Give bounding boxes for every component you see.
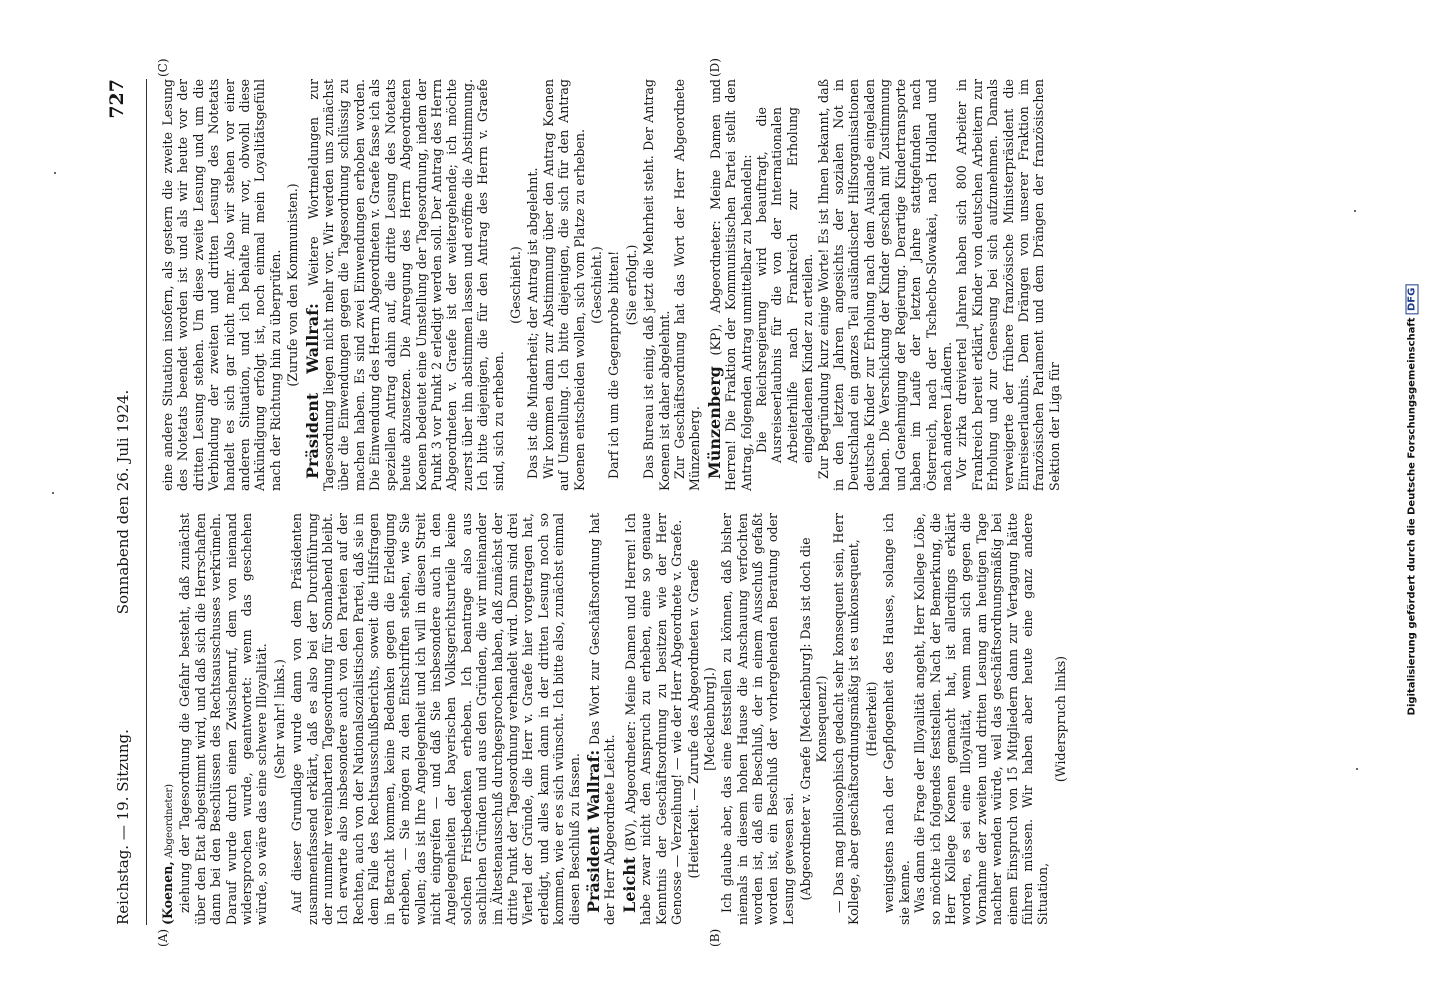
stage-direction: (Geschieht.) xyxy=(507,246,523,324)
text-paragraph: Ich glaube aber, das eine feststellen zu können, daß bisher niemals in diesem hohen Hause die Anschauung verfochten worden ist, daß ein Beschluß, der in einem Ausschuß gefaßt worden ist, ein Beschluß der vorhergehenden Beratung oder Lesung gewesen sei. xyxy=(719,513,796,925)
speech-text: (BV), Abgeordneter: Meine Damen und Herren! Ich habe zwar nicht den Anspruch zu erheben, eine so genaue Kenntnis der Geschäftsordnung zu besitzen wie der Herr Genosse — Verzeihung! — wie der Herr Abgeordnete v. Graefe. xyxy=(622,513,684,925)
speaker-heading xyxy=(160,513,177,925)
margin-marker-c: (C) xyxy=(156,58,170,77)
speaker-name: Präsident Wallraf: xyxy=(583,749,603,913)
scan-speck xyxy=(1354,210,1356,212)
speaker-role: Abgeordneter) xyxy=(164,783,175,862)
stage-direction: (Geschieht.) xyxy=(588,246,604,324)
text-paragraph: Darf ich um die Gegenprobe bitten! xyxy=(606,250,622,479)
text-paragraph: ziehung der Tagesordnung die Gefahr besteht, daß zunächst über den Etat abgestimmt wird, und daß sich die Herrschaften dann bei den Beschlüssen des Rechtsausschusses verkrümeln. Darauf wurde durch einen Zwischenruf, dem von niemand widersprochen wurde, geantwortet: wenn das geschehen würde, so wäre das eine schwere Illoyalität. xyxy=(177,513,270,925)
speech-text: (KP), Abgeordneter: Meine Damen und Herren! Die Fraktion der Kommunistischen Partei stellt den Antrag, folgenden Antrag unmittelbar zu behandeln: xyxy=(707,79,754,491)
left-text-column xyxy=(160,513,1070,925)
text-paragraph: Vor zirka dreiviertel Jahren haben sich 800 Arbeiter in Frankreich bereit erklärt, Kinder von deutschen Arbeitern zur Erholung und zur Genesung bei sich aufzunehmen. Damals verweigerte der frühere französische Ministerpräsident die Einreiseerlaubnis. Dem Drängen von unserer Fraktion im französischen Parlament und dem Drängen der französischen Sektion der Liga für xyxy=(954,79,1062,491)
stage-direction: (Widerspruch links) xyxy=(1052,655,1068,783)
text-paragraph: Was dann die Frage der Illoyalität angeht, Herr Kollege Löbe, so möchte ich folgendes feststellen. Nach der Bemerkung, die Herr Kollege Koenen gemacht hat, ist allerdings erklärt worden, es sei eine Illoyalität, wenn man sich gegen die Vornahme der zweiten und dritten Lesung am heutigen Tage nachher wenden würde, weil das geschäftsordnungsmäßig bei einem Einspruch von 15 Mitgliedern dann zur Vertagung hätte führen müssen. Wir haben aber heute eine ganz andere Situation, xyxy=(912,513,1051,925)
right-text-column xyxy=(160,79,1062,491)
watermark-text: Digitalisierung gefördert durch die Deutsche Forschungsgemeinschaft xyxy=(1406,317,1418,716)
text-paragraph: Zur Begründung kurz einige Worte! Es ist Ihnen bekannt, daß in den letzten Jahren angesichts der sozialen Not in Deutschland ein ganzes Teil ausländischer Hilfsorganisationen deutsche Kinder zur Erholung nach dem Auslande eingeladen haben. Die Verschickung der Kinder geschah mit Zustimmung und Genehmigung der Regierung. Derartige Kindertransporte haben im Laufe der letzten Jahre stattgefunden nach Österreich, nach der Tschecho-Slowakei, nach Holland und nach anderen Ländern. xyxy=(815,79,954,491)
margin-marker-a: (A) xyxy=(156,928,170,947)
page-header xyxy=(106,79,147,925)
motion-text: Die Reichsregierung wird beauftragt, die Ausreiseerlaubnis für die von der Internationalen Arbeiterhilfe nach Frankreich zur Erholung eingeladenen Kinder zu erteilen. xyxy=(754,107,816,463)
text-paragraph: Das Bureau ist einig, daß jetzt die Mehrheit steht. Der Antrag Koenen ist daher abgelehnt. xyxy=(641,79,672,491)
header-left: Reichstag. — 19. Sitzung. xyxy=(114,729,132,925)
text-paragraph: — Das mag philosophisch gedacht sehr konsequent sein, Herr Kollege, aber geschäftsordnungsmäßig ist es unkonsequent, xyxy=(831,513,862,925)
stage-direction: (Heiterkeit. — Zurufe des Abgeordneten v. Graefe [Mecklenburg].) xyxy=(686,559,717,879)
speech-paragraph xyxy=(583,513,618,925)
text-paragraph: Auf dieser Grundlage wurde dann von dem Präsidenten zusammenfassend erklärt, daß es also bei der Durchführung der nunmehr vereinbarten Tagesordnung für Sonnabend bleibt. Ich erwarte also insbesondere auch von den Parteien auf der Rechten, auch von der Nationalsozialistischen Partei, daß sie in dem Falle des Rechtsausschußberichts, soweit die Hilfsfragen in Betracht kommen, keine Bedenken gegen die Erledigung erheben, — Sie mögen zu den Entschriften stehen, wie Sie wollen; das ist Ihre Angelegenheit und ich will in diesen Streit nicht eingreifen — und daß Sie insbesondere auch in den Angelegenheiten der bayerischen Volksgerichtsurteile keine solchen Fristbedenken erheben. Ich beantrage also aus sachlichen Gründen und aus den Gründen, die wir miteinander im Ältestenausschuß durchgesprochen haben, daß zunächst der dritte Punkt der Tagesordnung verhandelt wird. Dann sind drei Viertel der Gründe, die Herr v. Graefe hier vorgetragen hat, erledigt, und alles kann dann in der dritten Lesung noch so kommen, wie er es sich wünscht. Ich bitte also, zunächst einmal diesen Beschluß zu fassen. xyxy=(289,513,582,925)
text-paragraph: wenigstens nach der Gepflogenheit des Hauses, solange ich sie kenne. xyxy=(881,513,912,925)
stage-direction: (Sie erfolgt.) xyxy=(623,244,639,326)
speech-paragraph xyxy=(619,513,685,925)
margin-marker-b: (B) xyxy=(708,928,722,947)
speech-text: Weitere Wortmeldungen zur Tagesordnung liegen nicht mehr vor. Wir werden uns zunächst über die Einwendungen gegen die Tagesordnung schlüssig zu machen haben. Es sind zwei Einwendungen erhoben worden. Die Einwendung des Herrn Abgeordneten v. Graefe fasse ich als speziellen Antrag dahin auf, die dritte Lesung des Notetats heute abzusetzen. Die Anregung des Herrn Abgeordneten Koenen bedeutet eine Umstellung der Tagesordnung, indem der Punkt 3 vor Punkt 2 erledigt werden soll. Der Antrag des Herrn Abgeordneten v. Graefe ist der weitergehende; ich möchte zuerst über ihn abstimmen lassen und eröffne die Abstimmung. Ich bitte diejenigen, die für den Antrag des Herrn v. Graefe sind, sich zu erheben. xyxy=(305,79,506,491)
scan-speck xyxy=(54,172,56,174)
speech-paragraph xyxy=(704,79,754,491)
header-date: Sonnabend den 26. Juli 1924. xyxy=(114,389,132,615)
text-paragraph: Zur Geschäftsordnung hat das Wort der Herr Abgeordnete Münzenberg. xyxy=(672,79,703,491)
page-number: 727 xyxy=(106,79,128,119)
stage-direction: (Heiterkeit) xyxy=(863,681,879,757)
speech-text: Das Wort zur Geschäftsordnung hat der Herr Abgeordnete Leicht. xyxy=(586,513,618,925)
scan-speck xyxy=(1356,768,1358,770)
speech-paragraph xyxy=(302,79,506,491)
text-paragraph: eine andere Situation insofern, als gestern die zweite Lesung des Notetats beendet worden ist und als wir heute vor der dritten Lesung stehen. Um diese zweite Lesung und um die Verbindung der zweiten und dritten Lesung des Notetats handelt es sich gar nicht mehr. Also wir stehen vor einer anderen Situation, und ich behalte mir vor, obwohl diese Ankündigung erfolgt ist, noch einmal mein Loyalitätsgefühl nach der Richtung hin zu überprüfen. xyxy=(160,79,283,491)
speaker-name: Leicht xyxy=(619,856,639,913)
speaker-name: (Koenen, xyxy=(160,861,175,925)
text-paragraph: Das ist die Minderheit; der Antrag ist abgelehnt. xyxy=(525,167,541,479)
stage-direction: (Sehr wahr! links.) xyxy=(271,659,287,779)
speaker-name: Präsident Wallraf: xyxy=(302,303,322,479)
scan-speck xyxy=(52,492,54,494)
margin-marker-d: (D) xyxy=(708,58,722,77)
dfg-watermark xyxy=(1406,285,1419,716)
speaker-name: Münzenberg xyxy=(704,366,724,479)
stage-direction: (Zurufe von den Kommunisten.) xyxy=(285,183,301,387)
stage-direction: (Abgeordneter v. Graefe [Mecklenburg]: Das ist doch die Konsequenz!) xyxy=(798,537,829,901)
document-page xyxy=(22,35,1412,965)
text-paragraph: Wir kommen dann zur Abstimmung über den Antrag Koenen auf Umstellung. Ich bitte diejenigen, die sich für den Antrag Koenen entscheiden wollen, sich vom Platze zu erheben. xyxy=(540,79,587,491)
dfg-logo: DFG xyxy=(1406,285,1419,314)
